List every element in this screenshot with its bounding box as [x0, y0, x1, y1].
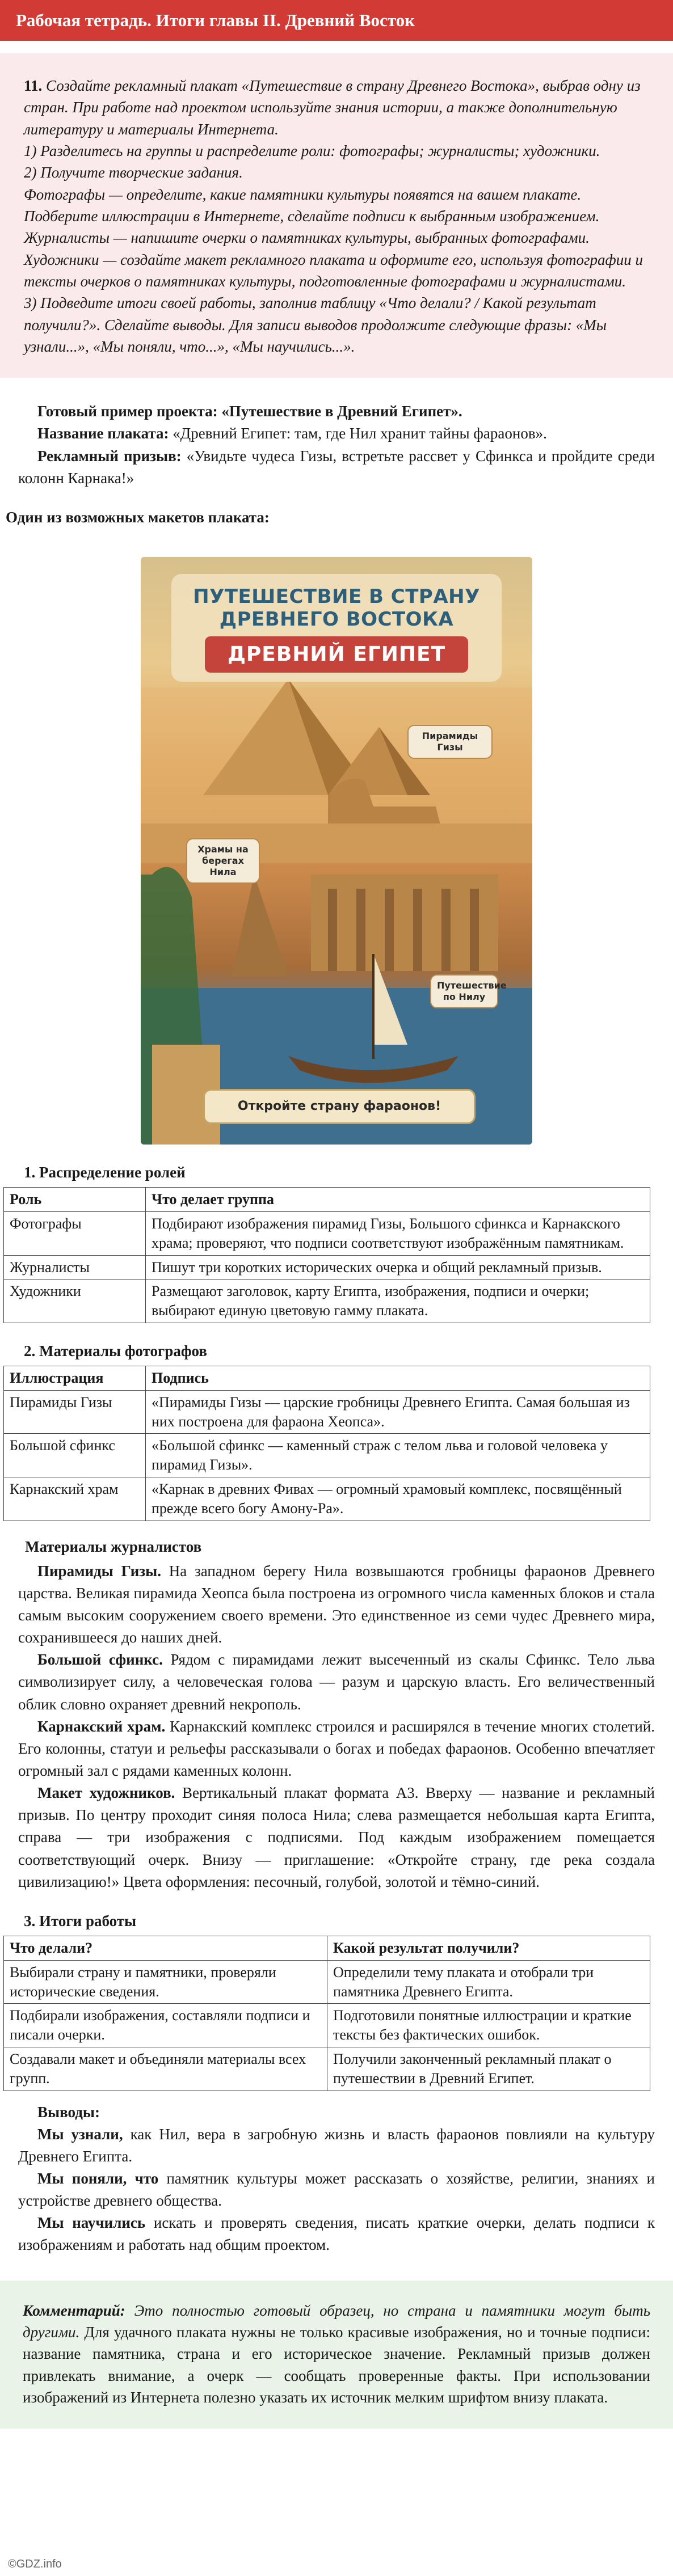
table-cell: Подбирали изображения, составляли подписи и писали очерки.: [4, 2004, 327, 2047]
task-step1: 1) Разделитесь на группы и распределите роли: фотографы; журналисты; художники.: [24, 142, 600, 159]
artists-layout-text: Вертикальный плакат формата А3. Вверху — название и рекламный призыв. По центру проходит синяя полоса Нила; слева размещается небольшая карта Египта, справа — три изображения с подписями. Под каждым изображением помещается соответствующий очерк. Внизу — приглашение: «Откройте страну, где река создала цивилизацию!» Цвета оформления: песочный, голубой, золотой и тёмно-синий.: [18, 1784, 655, 1890]
layout-label: Один из возможных макетов плаката:: [6, 508, 270, 526]
table-cell: Журналисты: [4, 1255, 146, 1279]
conclusion3-text: искать и проверять сведения, писать краткие очерки, делать подписи к изображениям и работать над общим проектом.: [18, 2214, 655, 2254]
task-step3: 3) Подведите итоги своей работы, заполнив таблицу «Что делали? / Какой результат получили?». Сделайте выводы. Для записи выводов продолжите следующие фразы: «Мы узнали...», «Мы поняли, что...», «Мы научились...».: [24, 294, 607, 355]
conclusions-heading: Выводы:: [37, 2103, 100, 2121]
roles-col-what: Что делает группа: [146, 1188, 650, 1212]
table-row: [4, 1279, 650, 1323]
comment-label: Комментарий:: [23, 2301, 125, 2319]
table-cell: Создавали макет и объединяли материалы всех групп.: [4, 2047, 327, 2091]
task-box: [0, 53, 673, 378]
table-cell: Фотографы: [4, 1211, 146, 1255]
poster-label-temples: Храмы на берегах Нила: [186, 838, 260, 884]
conclusion2-label: Мы поняли, что: [37, 2170, 159, 2187]
conclusion2-text: памятник культуры может рассказать о хозяйстве, религии, знаниях и устройстве древнего общества.: [18, 2170, 655, 2210]
photos-heading: 2. Материалы фотографов: [24, 1342, 207, 1359]
poster-title-line1: ПУТЕШЕСТВИЕ В СТРАНУ: [193, 585, 480, 608]
table-cell: Подбирают изображения пирамид Гизы, Большого сфинкса и Карнакского храма; проверяют, что подписи соответствуют изображённым памятникам.: [146, 1211, 650, 1255]
poster-label-pyramids: Пирамиды Гизы: [407, 725, 493, 759]
table-row: [4, 1960, 650, 2004]
page-header: [0, 0, 673, 41]
table-row: [4, 1434, 650, 1477]
table-cell: Пирамиды Гизы: [4, 1390, 146, 1434]
task-journalists: Журналисты — напишите очерки о памятниках культуры, выбранных фотографами.: [24, 229, 590, 247]
table-cell: Определили тему плаката и отобрали три памятника Древнего Египта.: [327, 1960, 650, 2004]
comment-text: Для удачного плаката нужны не только красивые изображения, но и точные подписи: название памятника, страна и его историческое значение. Рекламный призыв должен привлекать внимание, а очерк — сообщать проверенные факты. При использовании изображений из Интернета полезно указать их источник мелким шрифтом внизу плаката.: [23, 2323, 651, 2406]
comment-box: [0, 2281, 673, 2429]
table-row: [4, 1255, 650, 1279]
conclusions-section: [0, 2101, 673, 2257]
table-cell: Размещают заголовок, карту Египта, изображения, подписи и очерки; выбирают единую цветовую гамму плаката.: [146, 1279, 650, 1323]
roles-col-role: Роль: [4, 1188, 146, 1212]
conclusion1-text: как Нил, вера в загробную жизнь и власть фараонов повлияли на культуру Древнего Египта.: [18, 2125, 655, 2165]
table-cell: «Большой сфинкс — каменный страж с телом льва и головой человека у пирамид Гизы».: [146, 1434, 650, 1477]
essay-karnak-label: Карнакский храм.: [37, 1717, 166, 1735]
slogan-text: «Увидьте чудеса Гизы, встретьте рассвет у Сфинкса и пройдите среди колонн Карнака!»: [18, 447, 655, 487]
poster-name-label: Название плаката:: [37, 425, 169, 442]
artists-layout-label: Макет художников.: [37, 1784, 175, 1802]
task-step2: 2) Получите творческие задания.: [24, 164, 243, 181]
poster-title-line2: ДРЕВНЕГО ВОСТОКА: [219, 608, 454, 631]
comment-text-italic: Это полностью готовый образец, но страна и памятники могут быть другими.: [23, 2301, 650, 2341]
sample-section: [0, 400, 673, 489]
results-col-what: Что делали?: [4, 1936, 327, 1961]
poster-label-travel: Путешествие по Нилу: [430, 974, 498, 1008]
journalists-heading: Материалы журналистов: [25, 1538, 202, 1555]
table-cell: «Пирамиды Гизы — царские гробницы Древнего Египта. Самая большая из них построена для фараона Хеопса».: [146, 1390, 650, 1434]
footer-logo: ©GDZ.info: [8, 2558, 62, 2570]
task-intro: Создайте рекламный плакат «Путешествие в страну Древнего Востока», выбрав одну из стран. При работе над проектом используйте знания истории, а также дополнительную литературу и материалы Интернета.: [24, 77, 641, 138]
table-row: [4, 1477, 650, 1521]
poster-cta: Откройте страну фараонов!: [203, 1089, 476, 1124]
table-cell: Выбирали страну и памятники, проверяли исторические сведения.: [4, 1960, 327, 2004]
poster-subtitle: ДРЕВНИЙ ЕГИПЕТ: [205, 636, 468, 673]
photos-table: [3, 1366, 650, 1521]
task-photographers: Фотографы — определите, какие памятники культуры появятся на вашем плакате. Подберите иллюстрации в Интернете, сделайте подписи к выбранным изображением.: [24, 185, 600, 225]
photos-col-illustration: Иллюстрация: [4, 1366, 146, 1391]
essay-sphinx-label: Большой сфинкс.: [37, 1651, 163, 1669]
essay-pyramids-text: На западном берегу Нила возвышаются гробницы фараонов Древнего царства. Великая пирамида Хеопса была построена из огромного числа каменных блоков и стала самым высоким сооружением своего времени. Это единственное из семи чудес Древнего мира, сохранившееся до наших дней.: [18, 1562, 655, 1646]
results-table: [3, 1936, 650, 2091]
table-cell: Большой сфинкс: [4, 1434, 146, 1477]
task-number: 11.: [24, 77, 43, 94]
conclusion1-label: Мы узнали,: [37, 2125, 123, 2143]
poster-image: [141, 557, 532, 1145]
page-title: Рабочая тетрадь. Итоги главы II. Древний Восток: [16, 10, 415, 30]
poster-title-panel: [171, 574, 502, 682]
task-artists: Художники — создайте макет рекламного плаката и оформите его, используя фотографии и тексты очерков о памятниках культуры, подготовленные фотографами и журналистами.: [24, 251, 643, 290]
table-cell: Получили законченный рекламный плакат о путешествии в Древний Египет.: [327, 2047, 650, 2091]
table-cell: Художники: [4, 1279, 146, 1323]
table-cell: «Карнак в древних Фивах — огромный храмовый комплекс, посвящённый прежде всего богу Амону-Ра».: [146, 1477, 650, 1521]
roles-heading: 1. Распределение ролей: [24, 1163, 186, 1181]
table-row: [4, 2004, 650, 2047]
table-cell: Подготовили понятные иллюстрации и краткие тексты без фактических ошибок.: [327, 2004, 650, 2047]
photos-col-caption: Подпись: [146, 1366, 650, 1391]
essay-sphinx-text: Рядом с пирамидами лежит высеченный из скалы Сфинкс. Тело льва символизирует силу, а человеческая голова — разум и царскую власть. Его величественный облик словно охраняет древний некрополь.: [18, 1651, 655, 1713]
roles-table: [3, 1187, 650, 1323]
results-heading: 3. Итоги работы: [24, 1912, 137, 1929]
sample-project-label: Готовый пример проекта: «Путешествие в Древний Египет».: [37, 403, 462, 420]
table-cell: Пишут три коротких исторических очерка и общий рекламный призыв.: [146, 1255, 650, 1279]
results-col-result: Какой результат получили?: [327, 1936, 650, 1961]
poster-name-text: «Древний Египет: там, где Нил хранит тайны фараонов».: [173, 425, 547, 442]
journalists-section: [0, 1560, 673, 1893]
table-row: [4, 1390, 650, 1434]
table-row: [4, 2047, 650, 2091]
table-row: [4, 1211, 650, 1255]
essay-karnak-text: Карнакский комплекс строился и расширялся в течение многих столетий. Его колонны, статуи и рельефы рассказывали о богах и победах фараонов. Особенно впечатляет огромный зал с рядами каменных колонн.: [18, 1717, 655, 1780]
table-cell: Карнакский храм: [4, 1477, 146, 1521]
essay-pyramids-label: Пирамиды Гизы.: [37, 1562, 161, 1580]
conclusion3-label: Мы научились: [37, 2214, 146, 2232]
slogan-label: Рекламный призыв:: [37, 447, 182, 464]
